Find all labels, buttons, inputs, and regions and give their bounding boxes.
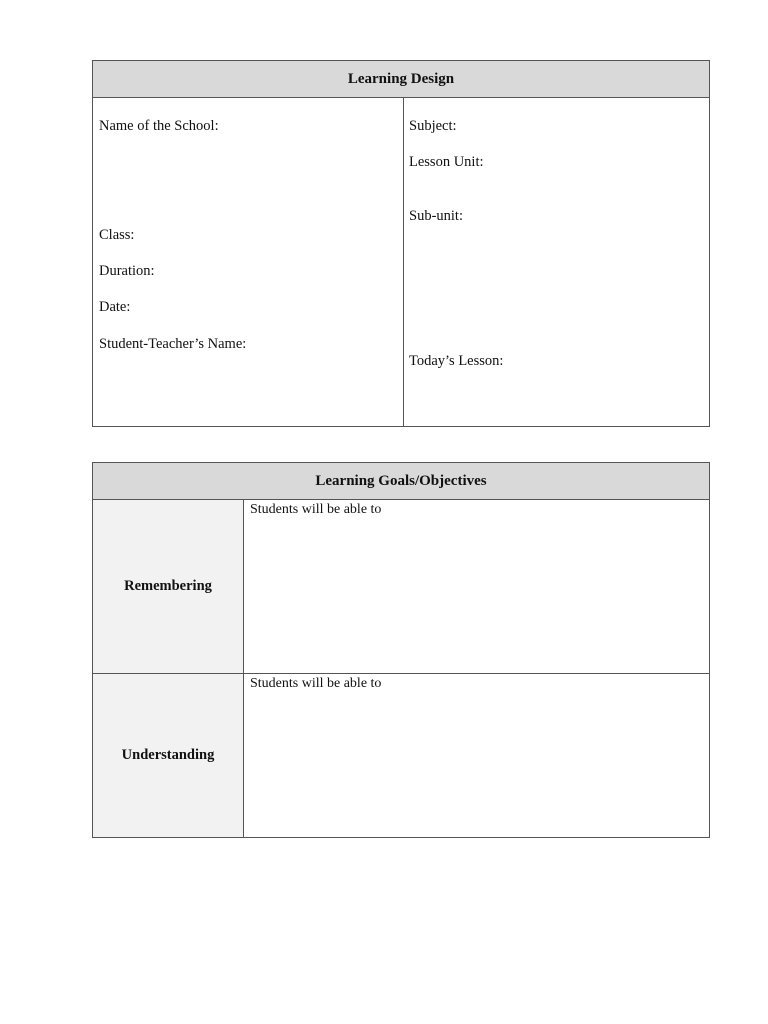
learning-design-title: Learning Design xyxy=(93,61,709,98)
todays-lesson-label: Today’s Lesson: xyxy=(409,353,504,369)
student-teacher-name-label: Student-Teacher’s Name: xyxy=(99,336,247,352)
goal-label-remembering: Remembering xyxy=(93,500,244,673)
learning-design-table xyxy=(92,60,710,427)
learning-goals-table xyxy=(92,462,710,838)
goal-content-understanding[interactable]: Students will be able to xyxy=(250,676,382,691)
goal-content-remembering[interactable]: Students will be able to xyxy=(250,502,382,517)
lesson-unit-label: Lesson Unit: xyxy=(409,154,484,170)
goal-row-understanding xyxy=(93,674,709,837)
learning-goals-title: Learning Goals/Objectives xyxy=(93,463,709,500)
subject-label: Subject: xyxy=(409,118,457,134)
date-label: Date: xyxy=(99,299,131,315)
sub-unit-label: Sub-unit: xyxy=(409,208,463,224)
goal-row-remembering xyxy=(93,500,709,674)
learning-design-body xyxy=(93,98,709,426)
goal-label-understanding: Understanding xyxy=(93,674,244,837)
duration-label: Duration: xyxy=(99,263,155,279)
learning-design-right-cell[interactable] xyxy=(403,98,709,426)
school-name-label: Name of the School: xyxy=(99,118,219,134)
class-label: Class: xyxy=(99,227,135,243)
learning-design-left-cell[interactable] xyxy=(93,98,404,426)
